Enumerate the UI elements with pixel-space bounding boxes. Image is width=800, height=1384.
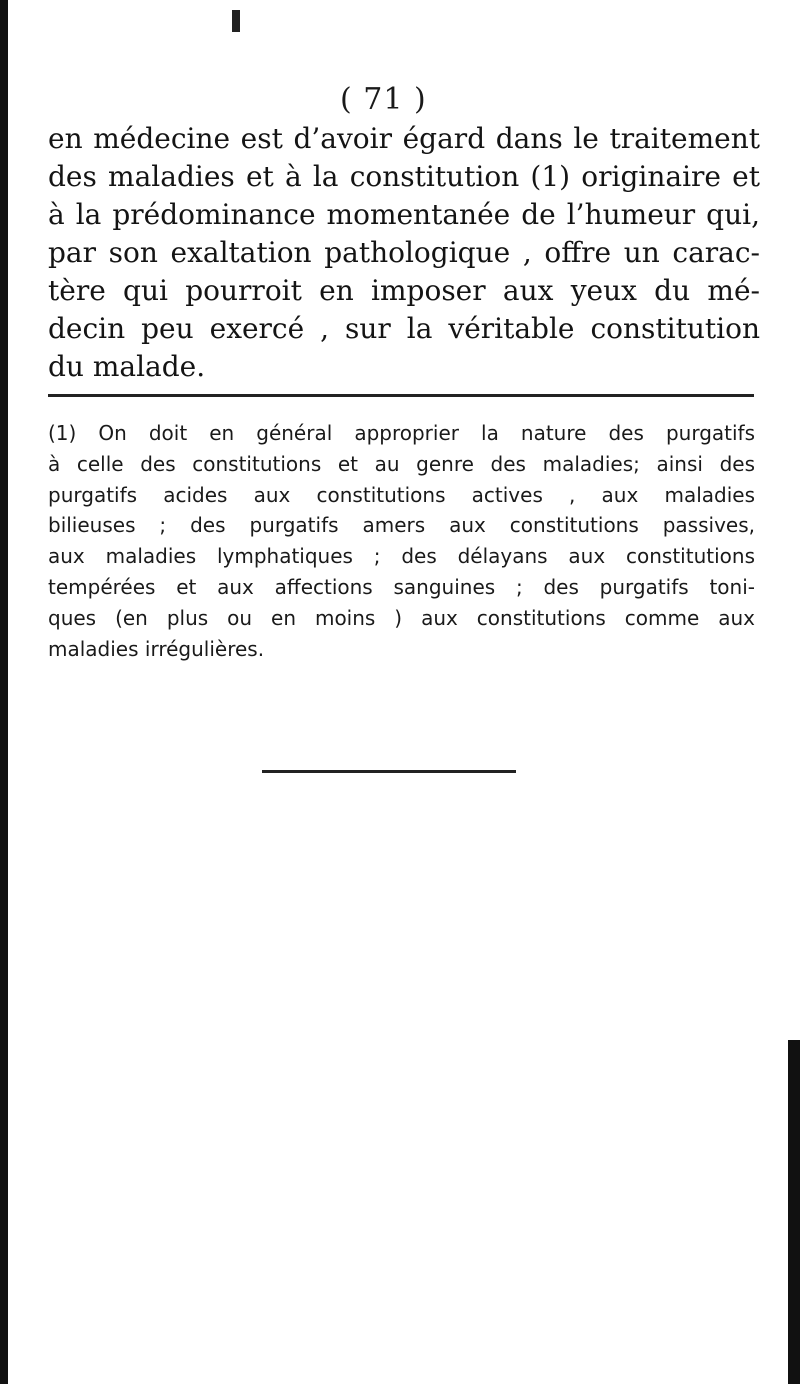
end-rule (262, 770, 516, 773)
page-right-edge (788, 1040, 800, 1384)
footnote-line-1: (1) On doit en général approprier la nature des purgatifs (48, 421, 755, 445)
footnote-line-5: aux maladies lymphatiques ; des délayans aux constitutions (48, 544, 755, 569)
scan-mark (232, 10, 240, 32)
body-text (48, 120, 760, 386)
footnote-line-8: maladies irrégulières. (48, 636, 265, 661)
body-line-3: à la prédominance momentanée de l’humeur qui, (48, 198, 760, 231)
body-line-7: du malade. (48, 350, 206, 383)
footnote-separator (48, 394, 754, 397)
footnote-line-6: tempérées et aux affections sanguines ; des purgatifs toni- (48, 574, 755, 599)
page-left-edge (0, 0, 8, 1384)
footnote (48, 418, 755, 664)
footnote-line-4: bilieuses ; des purgatifs amers aux constitutions passives, (48, 513, 755, 538)
body-line-1: en médecine est d’avoir égard dans le traitement (48, 122, 760, 155)
body-line-6: decin peu exercé , sur la véritable constitution (48, 312, 760, 345)
body-line-2: des maladies et à la constitution (1) originaire et (48, 160, 760, 193)
footnote-line-7: ques (en plus ou en moins ) aux constitutions comme aux (48, 605, 755, 630)
page-number: ( 71 ) (340, 82, 427, 117)
body-line-5: tère qui pourroit en imposer aux yeux du mé- (48, 274, 760, 307)
footnote-line-3: purgatifs acides aux constitutions actives , aux maladies (48, 482, 755, 507)
body-line-4: par son exaltation pathologique , offre un carac- (48, 236, 760, 269)
footnote-line-2: à celle des constitutions et au genre des maladies; ainsi des (48, 451, 755, 476)
